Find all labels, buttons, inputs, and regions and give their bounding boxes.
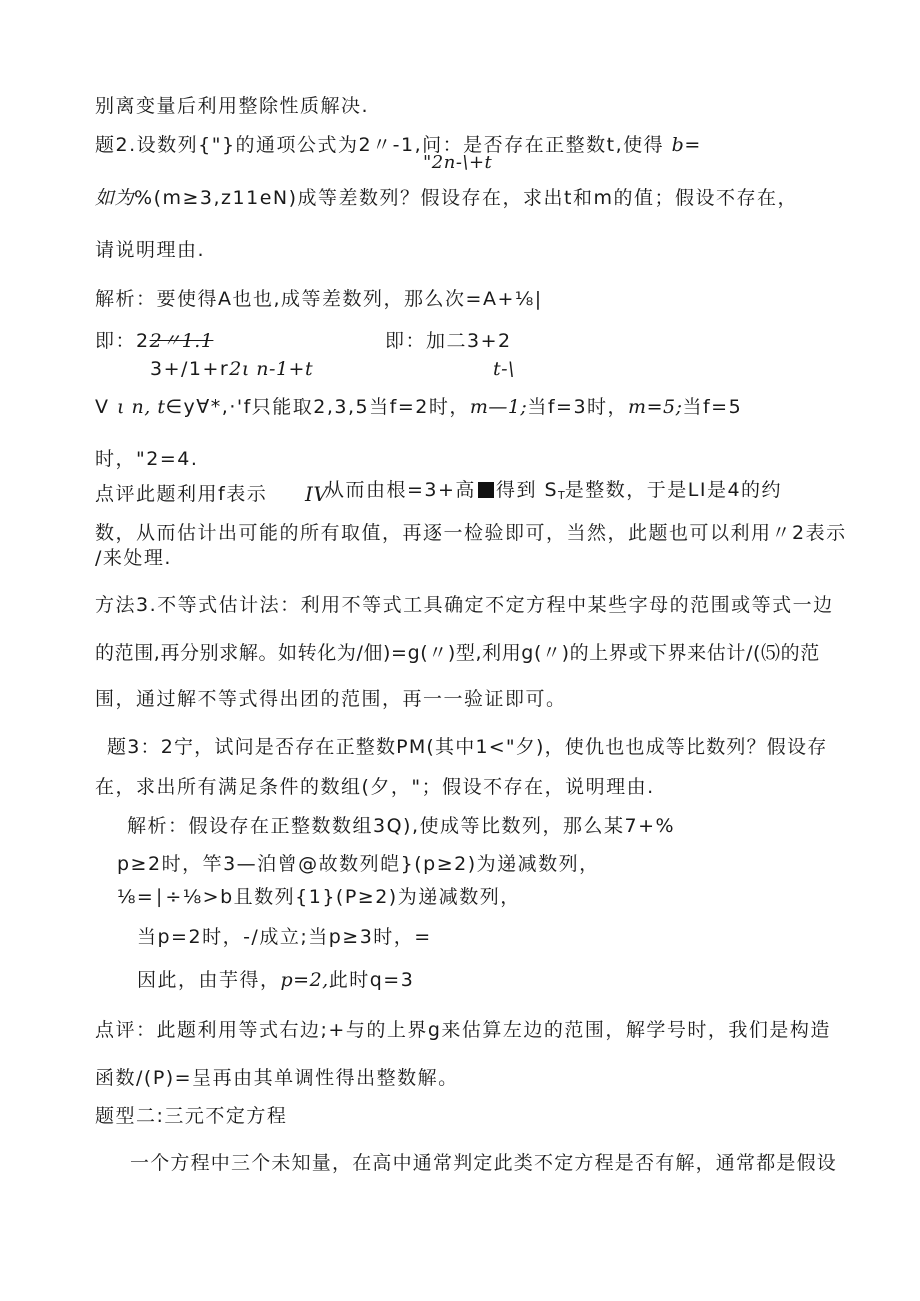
text-line-10-right <box>325 478 782 508</box>
line-10-subscript: T <box>558 489 565 502</box>
text-line-24: 函数/(P)=呈再由其单调性得出整数解。 <box>95 1067 459 1089</box>
line-8-v: V <box>95 396 110 418</box>
text-line-26: 一个方程中三个未知量，在高中通常判定此类不定方程是否有解，通常都是假设 <box>130 1152 838 1174</box>
text-line-14: 的范围,再分别求解。如转化为/佃)=g(〃)型,利用g(〃)的上界或下界来估计/(⑸的范 <box>95 642 820 664</box>
line-8-text-2: 当f=3时， <box>527 396 629 418</box>
text-line-16: 题3：2宁，试问是否存在正整数PM(其中1<"夕)，使仇也也成等比数列？假设存 <box>107 736 828 758</box>
line-22-formula: p=2, <box>280 969 329 991</box>
text-line-18: 解析：假设存在正整数数组3Q),使成等比数列，那么某7+% <box>127 815 676 837</box>
text-line-20: ⅛=∣÷⅛>b且数列{1}(P≥2)为递减数列， <box>117 886 521 908</box>
text-line-3 <box>95 186 798 210</box>
line-10-iv: IV <box>305 482 329 506</box>
line-7-formula: 2ι n-1+t <box>229 358 314 380</box>
line-10-text-3: 得到 S <box>495 479 559 501</box>
text-line-15: 围，通过解不等式得出团的范围，再一一验证即可。 <box>95 688 567 710</box>
line-8-text-1: ∈y∀*,·'f只能取2,3,5当f=2时， <box>165 396 470 418</box>
line-6-label: 即：2 <box>95 330 150 352</box>
line-6-struck-formula: 2〃1.1 <box>149 330 214 352</box>
text-line-2 <box>95 133 701 157</box>
line-2-subscript: "2n-\+t <box>423 152 493 173</box>
text-line-1: 别离变量后利用整除性质解决. <box>95 95 370 117</box>
filled-square-glyph <box>478 482 494 498</box>
text-line-7-left <box>150 357 313 381</box>
line-10-text-2: 从而由根=3+高 <box>325 479 476 501</box>
line-3-text: %(m≥3,z11eN)成等差数列？假设存在，求出t和m的值；假设不存在， <box>134 187 798 209</box>
text-line-19: p≥2时，竿3—泊曾@故数列皑}(p≥2)为递减数列， <box>117 853 600 875</box>
line-8-m5: m=5; <box>628 396 683 418</box>
text-line-13: 方法3.不等式估计法：利用不等式工具确定不定方程中某些字母的范围或等式一边 <box>95 594 834 616</box>
line-10-text-1: 点评此题利用f表示 <box>95 483 268 505</box>
text-line-25: 题型二:三元不定方程 <box>95 1105 288 1127</box>
text-line-5: 解析：要使得A也也,成等差数列，那么次=A+⅛| <box>95 288 543 310</box>
text-line-23: 点评：此题利用等式右边;+与的上界g来估算左边的范围，解学号时，我们是构造 <box>95 1019 831 1041</box>
line-7-text: 3+/1+r <box>150 358 230 380</box>
line-2-text: 题2.设数列{"}的通项公式为2〃-1,问：是否存在正整数t,使得 <box>95 134 665 156</box>
text-line-6-right: 即：加二3+2 <box>385 330 512 352</box>
text-line-4: 请说明理由. <box>95 239 206 261</box>
text-line-21: 当p=2时，-/成立;当p≥3时，= <box>137 926 432 948</box>
line-22-text-1: 因此，由芋得， <box>137 969 281 991</box>
line-10-text-4: 是整数，于是LI是4的约 <box>564 479 783 501</box>
text-line-12: /来处理. <box>95 547 172 569</box>
text-line-8 <box>95 395 742 419</box>
line-8-vars: ι n, t <box>117 396 166 418</box>
line-22-text-2: 此时q=3 <box>328 969 415 991</box>
line-8-m1: m—1; <box>469 396 528 418</box>
text-line-22 <box>137 968 414 992</box>
text-line-6-left <box>95 329 213 353</box>
text-line-9: 时，"2=4. <box>95 448 199 470</box>
text-line-17: 在，求出所有满足条件的数组(夕，"；假设不存在，说明理由. <box>95 776 655 798</box>
line-2-formula: b= <box>671 134 701 156</box>
text-line-11: 数，从而估计出可能的所有取值，再逐一检验即可，当然，此题也可以利用〃2表示 <box>95 522 847 544</box>
line-8-text-3: 当f=5 <box>682 396 743 418</box>
line-3-formula: 如为 <box>95 187 135 209</box>
text-line-7-right: t-\ <box>493 358 515 380</box>
text-line-10 <box>95 482 267 506</box>
